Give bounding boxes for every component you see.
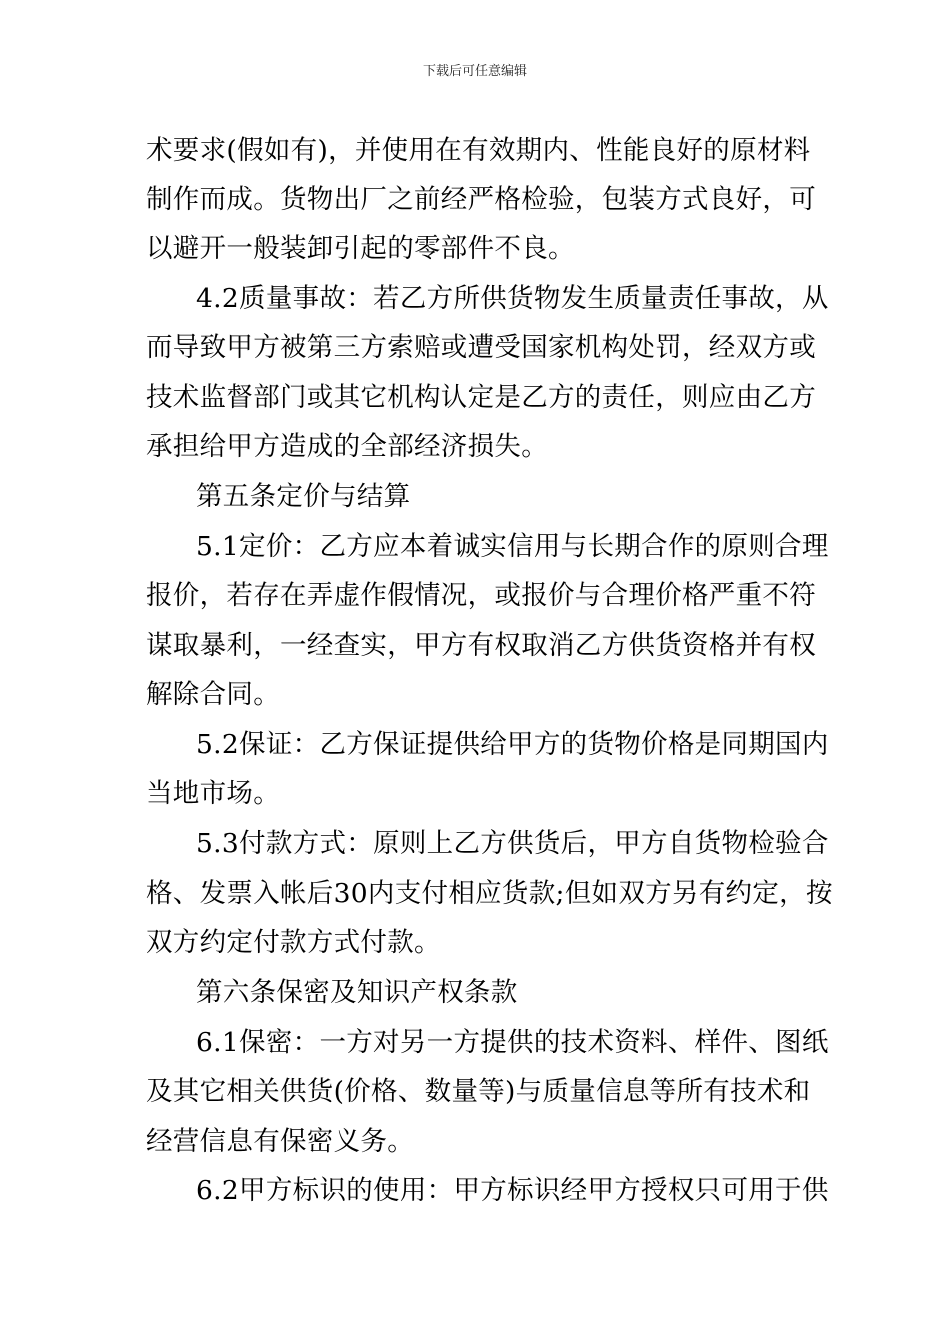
text-line: 4.2质量事故：若乙方所供货物发生质量责任事故，从 [196,283,829,314]
text-line: 5.1定价：乙方应本着诚实信用与长期合作的原则合理 [196,531,829,562]
text-line: 当地市场。 [146,778,280,809]
text-line: 经营信息有保密义务。 [146,1126,414,1157]
text-line: 报价，若存在弄虚作假情况，或报价与合理价格严重不符 [146,580,816,611]
text-line: 技术监督部门或其它机构认定是乙方的责任，则应由乙方 [146,382,816,413]
text-line: 6.2甲方标识的使用：甲方标识经甲方授权只可用于供 [196,1175,829,1206]
text-line: 5.2保证：乙方保证提供给甲方的货物价格是同期国内 [196,729,829,760]
text-line: 术要求(假如有)，并使用在有效期内、性能良好的原材料 [146,135,811,166]
text-line: 及其它相关供货(价格、数量等)与质量信息等所有技术和 [146,1076,811,1107]
text-line: 6.1保密：一方对另一方提供的技术资料、样件、图纸 [196,1027,829,1058]
text-line: 承担给甲方造成的全部经济损失。 [146,431,548,462]
text-line: 格、发票入帐后30内支付相应货款;但如双方另有约定，按 [146,878,833,909]
text-line: 双方约定付款方式付款。 [146,927,441,958]
text-line: 5.3付款方式：原则上乙方供货后，甲方自货物检验合 [196,828,829,859]
text-line: 制作而成。货物出厂之前经严格检验，包装方式良好，可 [146,184,816,215]
page-header: 下载后可任意编辑 [422,64,527,79]
text-line: 解除合同。 [146,679,280,710]
text-line: 谋取暴利，一经查实，甲方有权取消乙方供货资格并有权 [146,630,816,661]
section-heading: 第六条保密及知识产权条款 [196,977,518,1008]
text-line: 而导致甲方被第三方索赔或遭受国家机构处罚，经双方或 [146,332,816,363]
text-line: 以避开一般装卸引起的零部件不良。 [146,233,575,264]
section-heading: 第五条定价与结算 [196,481,411,512]
